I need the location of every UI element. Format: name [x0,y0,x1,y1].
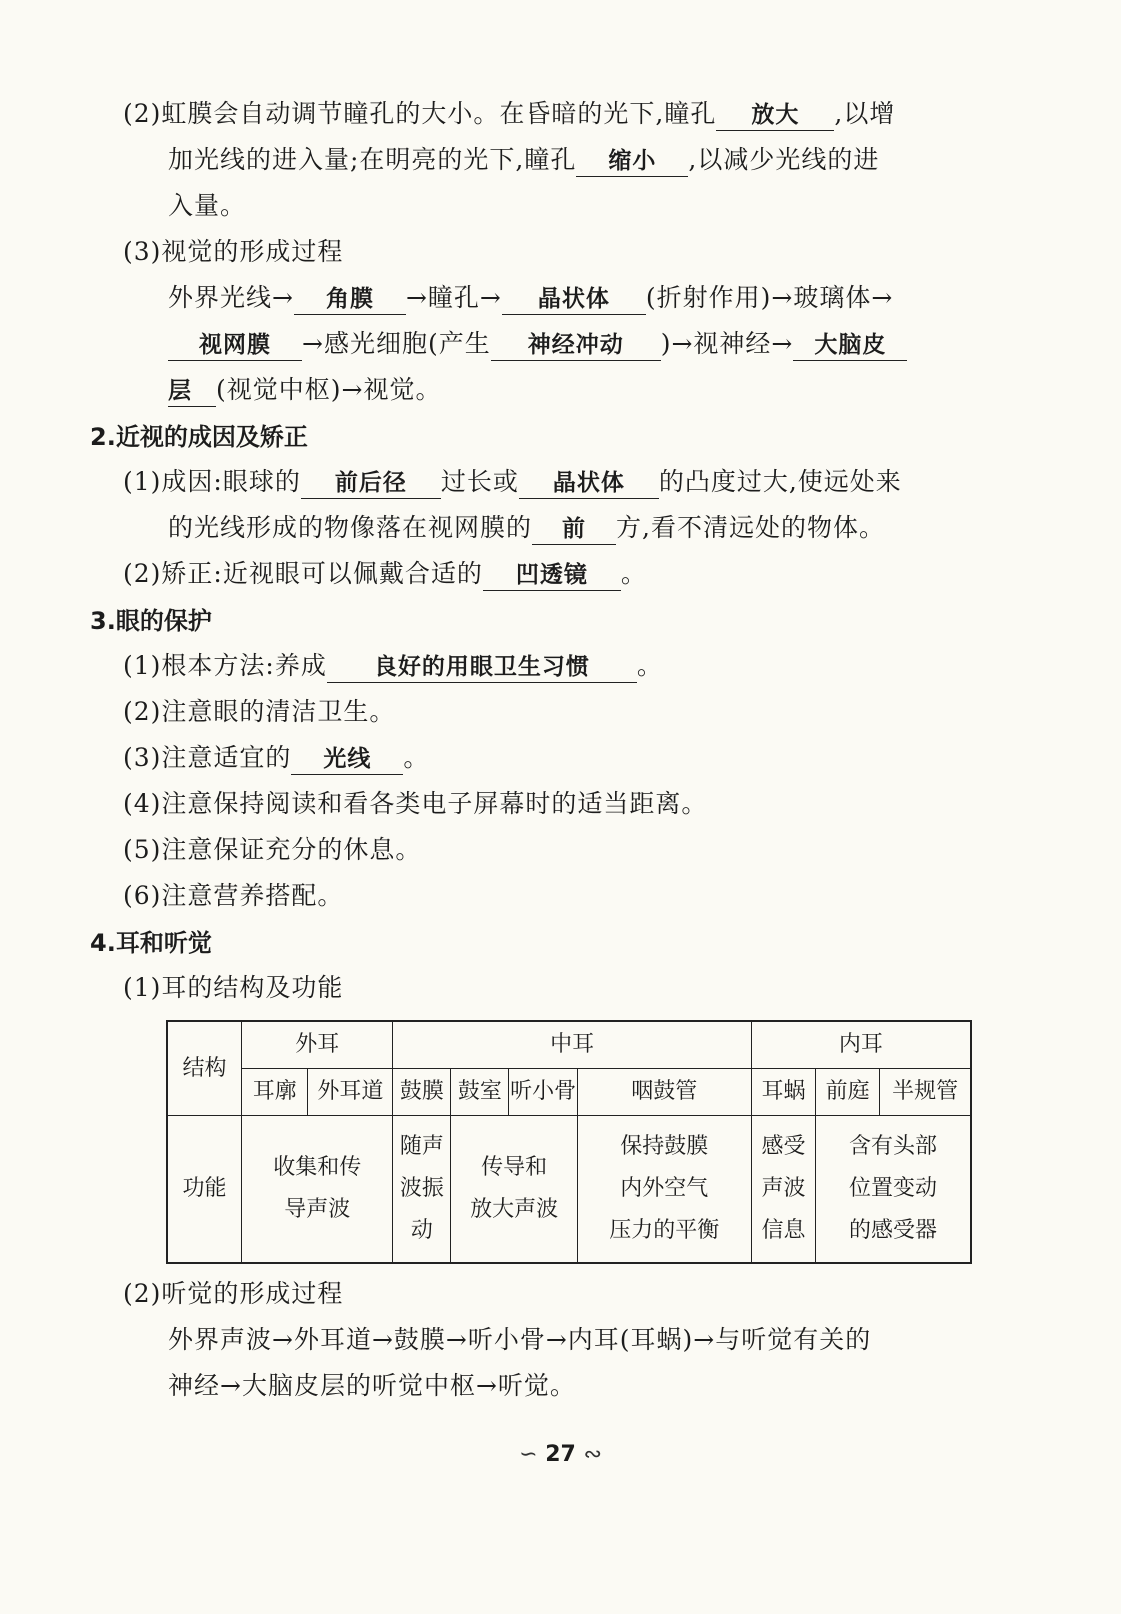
cell-cochlea: 耳蜗 [751,1069,815,1116]
text-line: (2)虹膜会自动调节瞳孔的大小。在昏暗的光下,瞳孔 放大 ,以增 [123,96,895,132]
ornament-left-icon: ∽ [519,1442,538,1467]
text-line: (5)注意保证充分的休息。 [123,835,422,864]
section-heading: 4.耳和听觉 [90,929,212,957]
fn-ossicles: 传导和 放大声波 [451,1116,577,1264]
row-header-function: 功能 [167,1116,242,1264]
cell-semicircular-canals: 半规管 [880,1069,971,1116]
text-line: 外界声波→外耳道→鼓膜→听小骨→内耳(耳蜗)→与听觉有关的 [168,1325,872,1354]
fn-vestibule-canals: 含有头部 位置变动 的感受器 [816,1116,971,1264]
cell-auricle: 耳廓 [242,1069,308,1116]
text-line: (3)注意适宜的 光线 。 [123,740,429,776]
cell-vestibule: 前庭 [816,1069,880,1116]
fn-eardrum: 随声 波振 动 [393,1116,451,1264]
cell-ear-canal: 外耳道 [308,1069,393,1116]
fn-cochlea: 感受 声波 信息 [751,1116,815,1264]
text-line: 加光线的进入量;在明亮的光下,瞳孔 缩小 ,以减少光线的进 [168,142,879,178]
text-line: (2)矫正:近视眼可以佩戴合适的 凹透镜 。 [123,556,647,592]
text-line: (2)听觉的形成过程 [123,1279,344,1308]
text-line: 入量。 [168,191,247,220]
answer-blank: 晶状体 [502,284,646,315]
answer-blank: 晶状体 [519,468,659,499]
section-heading: 3.眼的保护 [90,607,212,635]
answer-blank: 前 [532,514,616,545]
text-line: 的光线形成的物像落在视网膜的 前 方,看不清远处的物体。 [168,510,885,546]
header-middle-ear: 中耳 [393,1021,751,1069]
cell-ossicles: 听小骨 [509,1069,577,1116]
text-line: (2)注意眼的清洁卫生。 [123,697,396,726]
answer-blank: 前后径 [301,468,441,499]
header-inner-ear: 内耳 [751,1021,971,1069]
ornament-right-icon: ∾ [583,1442,602,1467]
text-line: (6)注意营养搭配。 [123,881,344,910]
answer-blank: 大脑皮 [793,330,907,361]
answer-blank: 视网膜 [168,330,302,361]
text-line: (1)耳的结构及功能 [123,973,344,1002]
cell-eardrum: 鼓膜 [393,1069,451,1116]
text-line: (1)根本方法:养成 良好的用眼卫生习惯 。 [123,648,663,684]
text-line: (4)注意保持阅读和看各类电子屏幕时的适当距离。 [123,789,708,818]
answer-blank: 缩小 [576,146,688,177]
fn-eustachian-tube: 保持鼓膜 内外空气 压力的平衡 [577,1116,751,1264]
answer-blank: 神经冲动 [491,330,661,361]
answer-blank: 良好的用眼卫生习惯 [327,652,637,683]
text-line: (1)成因:眼球的 前后径 过长或 晶状体 的凸度过大,使远处来 [123,464,902,500]
header-outer-ear: 外耳 [242,1021,393,1069]
answer-blank: 层 [168,376,216,407]
fn-outer-ear: 收集和传 导声波 [242,1116,393,1264]
answer-blank: 光线 [291,744,403,775]
answer-blank: 角膜 [294,284,406,315]
row-header-structure: 结构 [167,1021,242,1116]
text-line: 外界光线→ 角膜 →瞳孔→ 晶状体 (折射作用)→玻璃体→ [168,280,893,316]
text-line: 层 (视觉中枢)→视觉。 [168,372,441,408]
answer-blank: 放大 [716,100,834,131]
section-heading: 2.近视的成因及矫正 [90,423,308,451]
answer-blank: 凹透镜 [483,560,621,591]
text-line: 视网膜 →感光细胞(产生 神经冲动 )→视神经→ 大脑皮 [168,326,907,362]
cell-tympanic-cavity: 鼓室 [451,1069,509,1116]
text-line: (3)视觉的形成过程 [123,237,344,266]
cell-eustachian-tube: 咽鼓管 [577,1069,751,1116]
text-line: 神经→大脑皮层的听觉中枢→听觉。 [168,1371,576,1400]
ear-structure-table [166,1020,972,1264]
page-number: ∽ 27 ∾ [519,1442,602,1467]
